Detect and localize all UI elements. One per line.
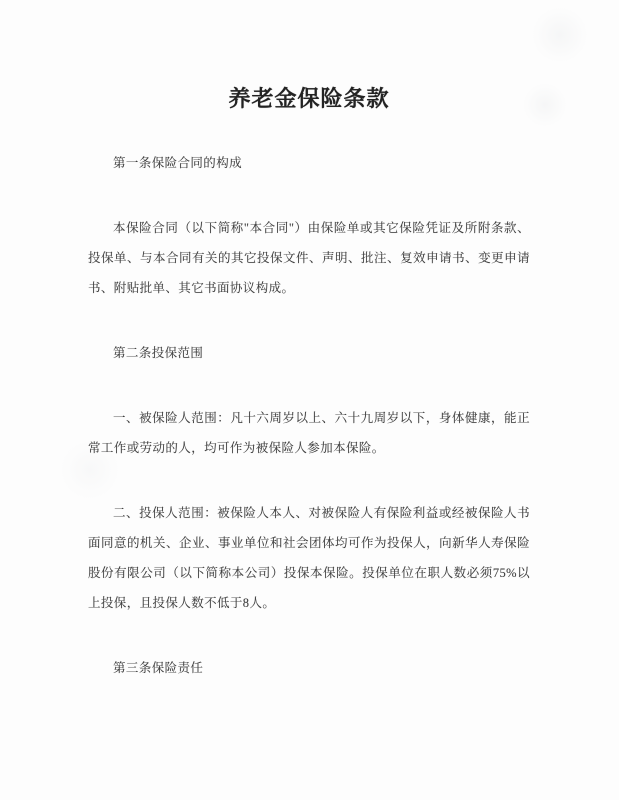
section-2-paragraph-2: 二、投保人范围：被保险人本人、对被保险人有保险利益或经被保险人书面同意的机关、企业、事业单位和社会团体均可作为投保人，向新华人寿保险股份有限公司（以下简称本公司）投保本保险。投保单位在职人数必须75%以上投保，且投保人数不低于8人。 xyxy=(88,506,530,610)
section-2-heading: 第二条投保范围 xyxy=(113,346,204,360)
section-3-heading: 第三条保险责任 xyxy=(113,661,204,675)
section-1-heading: 第一条保险合同的构成 xyxy=(113,156,243,170)
section-1-paragraph-1: 本保险合同（以下简称"本合同"）由保险单或其它保险凭证及所附条款、投保单、与本合同有关的其它投保文件、声明、批注、复效申请书、变更申请书、附贴批单、其它书面协议构成。 xyxy=(88,221,530,295)
section-2-paragraph-1: 一、被保险人范围：凡十六周岁以上、六十九周岁以下，身体健康，能正常工作或劳动的人，均可作为被保险人参加本保险。 xyxy=(88,411,530,455)
document-title: 养老金保险条款 xyxy=(228,86,390,111)
